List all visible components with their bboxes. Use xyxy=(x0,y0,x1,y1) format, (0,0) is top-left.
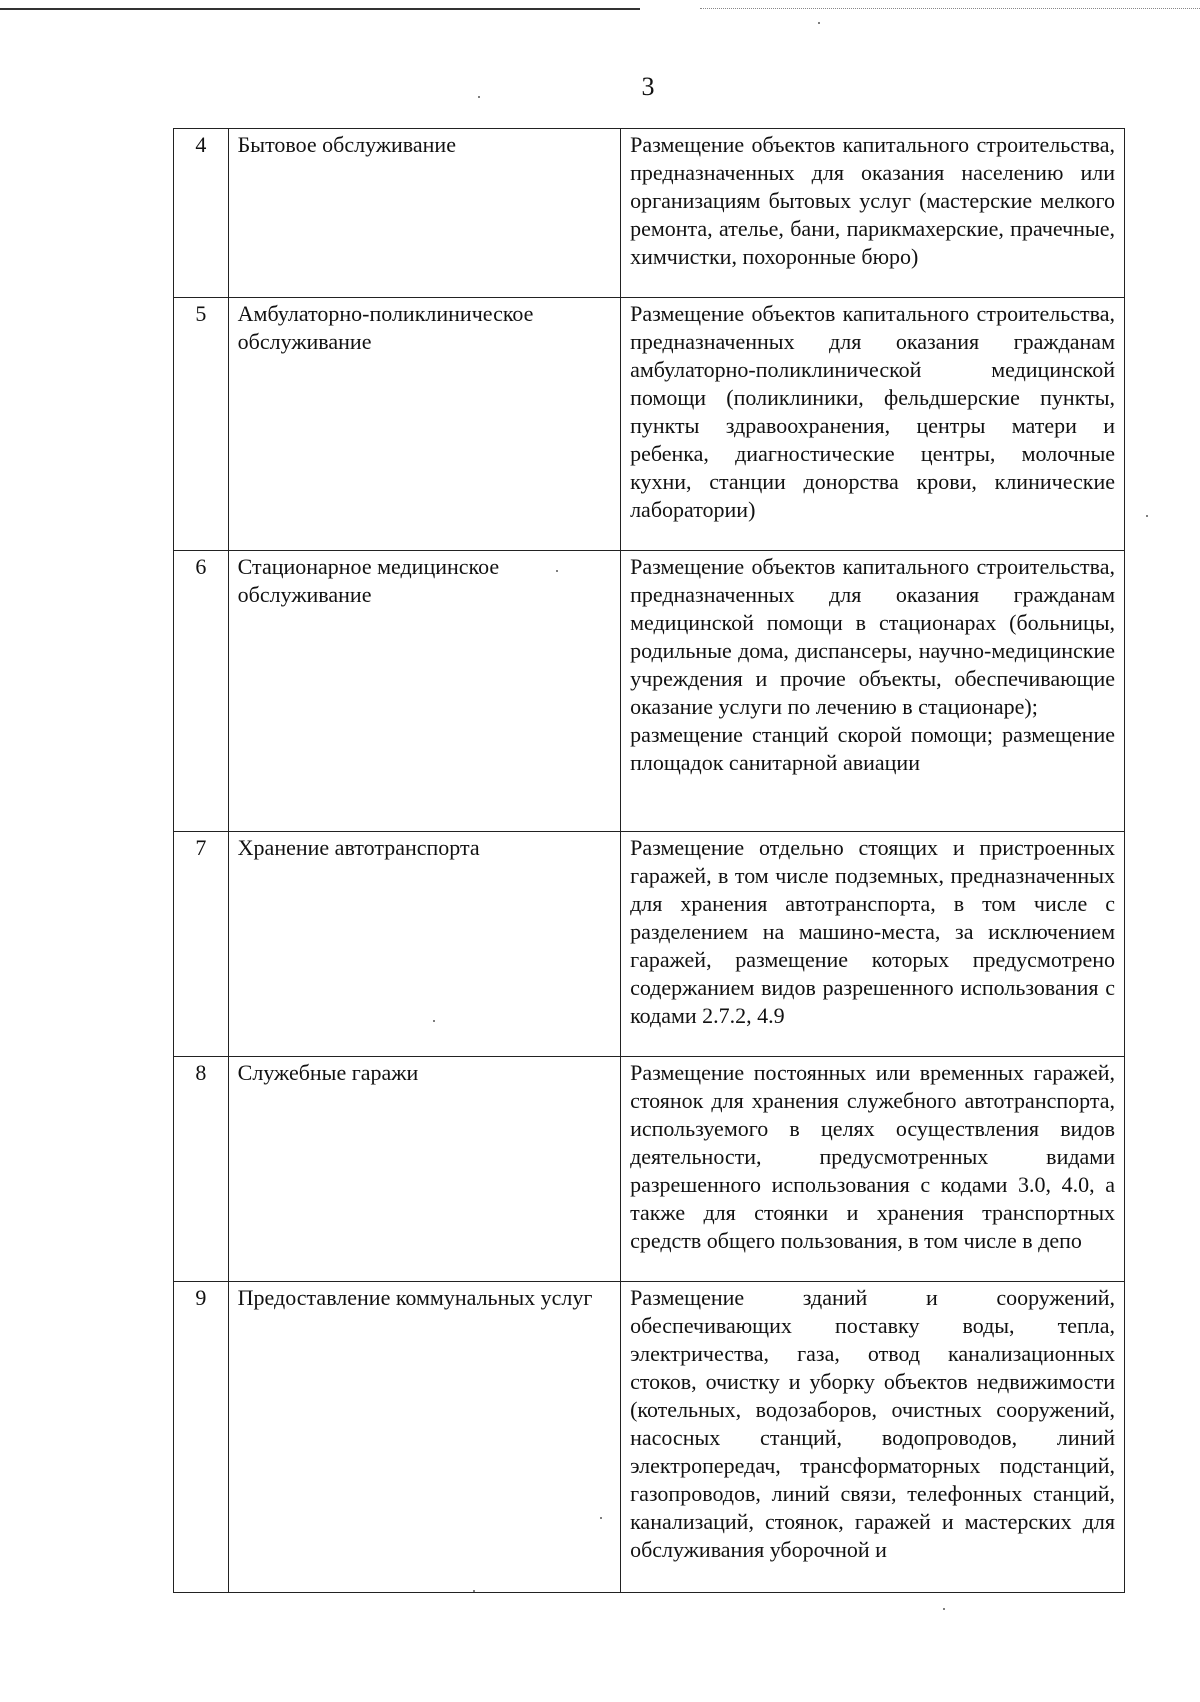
table-row xyxy=(174,298,1125,551)
scan-edge-line-dotted xyxy=(700,8,1200,9)
row-number: 6 xyxy=(174,551,229,832)
scan-speck xyxy=(473,1590,475,1592)
row-number: 5 xyxy=(174,298,229,551)
row-number: 8 xyxy=(174,1057,229,1282)
description-paragraph: Размещение отдельно стоящих и пристроенных гаражей, в том числе подземных, предназначенных для хранения автотранспорта, в том числе с разделением на машино-места, за исключением гаражей, размещение которых предусмотрено содержанием видов разрешенного использования с кодами 2.7.2, 4.9 xyxy=(630,835,1115,1028)
scan-speck xyxy=(433,1020,435,1022)
land-use-name: Предоставление коммунальных услуг xyxy=(228,1282,620,1593)
table-row xyxy=(174,551,1125,832)
description-paragraph: размещение станций скорой помощи; размещение площадок санитарной авиации xyxy=(630,722,1115,775)
description-paragraph: Размещение объектов капитального строительства, предназначенных для оказания гражданам медицинской помощи в стационарах (больницы, родильные дома, диспансеры, научно-медицинские учреждения и прочие объекты, обеспечивающие оказание услуги по лечению в стационаре); xyxy=(630,554,1115,719)
land-use-name: Амбулаторно-поликлиническое обслуживание xyxy=(228,298,620,551)
scan-speck xyxy=(478,96,480,98)
row-number: 7 xyxy=(174,832,229,1057)
description-paragraph: Размещение объектов капитального строительства, предназначенных для оказания населению или организациям бытовых услуг (мастерские мелкого ремонта, ателье, бани, парикмахерские, прачечные, химчистки, похоронные бюро) xyxy=(630,132,1115,269)
land-use-description xyxy=(621,832,1125,1057)
table-row xyxy=(174,1057,1125,1282)
row-number: 4 xyxy=(174,129,229,298)
land-use-table xyxy=(173,128,1125,1593)
land-use-description xyxy=(621,1057,1125,1282)
scan-speck xyxy=(600,1517,602,1519)
land-use-description xyxy=(621,551,1125,832)
land-use-name: Стационарное медицинское обслуживание xyxy=(228,551,620,832)
land-use-name: Хранение автотранспорта xyxy=(228,832,620,1057)
page-number: 3 xyxy=(641,72,655,101)
description-paragraph: Размещение объектов капитального строительства, предназначенных для оказания гражданам амбулаторно-поликлинической медицинской помощи (поликлиники, фельдшерские пункты, пункты здравоохранения, центры матери и ребенка, диагностические центры, молочные кухни, станции донорства крови, клинические лаборатории) xyxy=(630,301,1115,522)
land-use-name: Служебные гаражи xyxy=(228,1057,620,1282)
row-number: 9 xyxy=(174,1282,229,1593)
land-use-description xyxy=(621,298,1125,551)
table-row xyxy=(174,129,1125,298)
land-use-name: Бытовое обслуживание xyxy=(228,129,620,298)
land-use-description xyxy=(621,1282,1125,1593)
table-row xyxy=(174,832,1125,1057)
scan-speck xyxy=(818,22,820,24)
description-paragraph: Размещение постоянных или временных гаражей, стоянок для хранения служебного автотранспорта, используемого в целях осуществления видов деятельности, предусмотренных видами разрешенного использования с кодами 3.0, 4.0, а также для стоянки и хранения транспортных средств общего пользования, в том числе в депо xyxy=(630,1060,1115,1253)
scan-speck xyxy=(556,570,558,572)
scan-speck xyxy=(943,1608,945,1610)
scan-speck xyxy=(1146,515,1148,517)
scan-edge-line xyxy=(0,8,640,10)
table-row xyxy=(174,1282,1125,1593)
land-use-description xyxy=(621,129,1125,298)
description-paragraph: Размещение зданий и сооружений, обеспечивающих поставку воды, тепла, электричества, газа, отвод канализационных стоков, очистку и уборку объектов недвижимости (котельных, водозаборов, очистных сооружений, насосных станций, водопроводов, линий электропередач, трансформаторных подстанций, газопроводов, линий связи, телефонных станций, канализаций, стоянок, гаражей и мастерских для обслуживания уборочной и xyxy=(630,1285,1115,1562)
